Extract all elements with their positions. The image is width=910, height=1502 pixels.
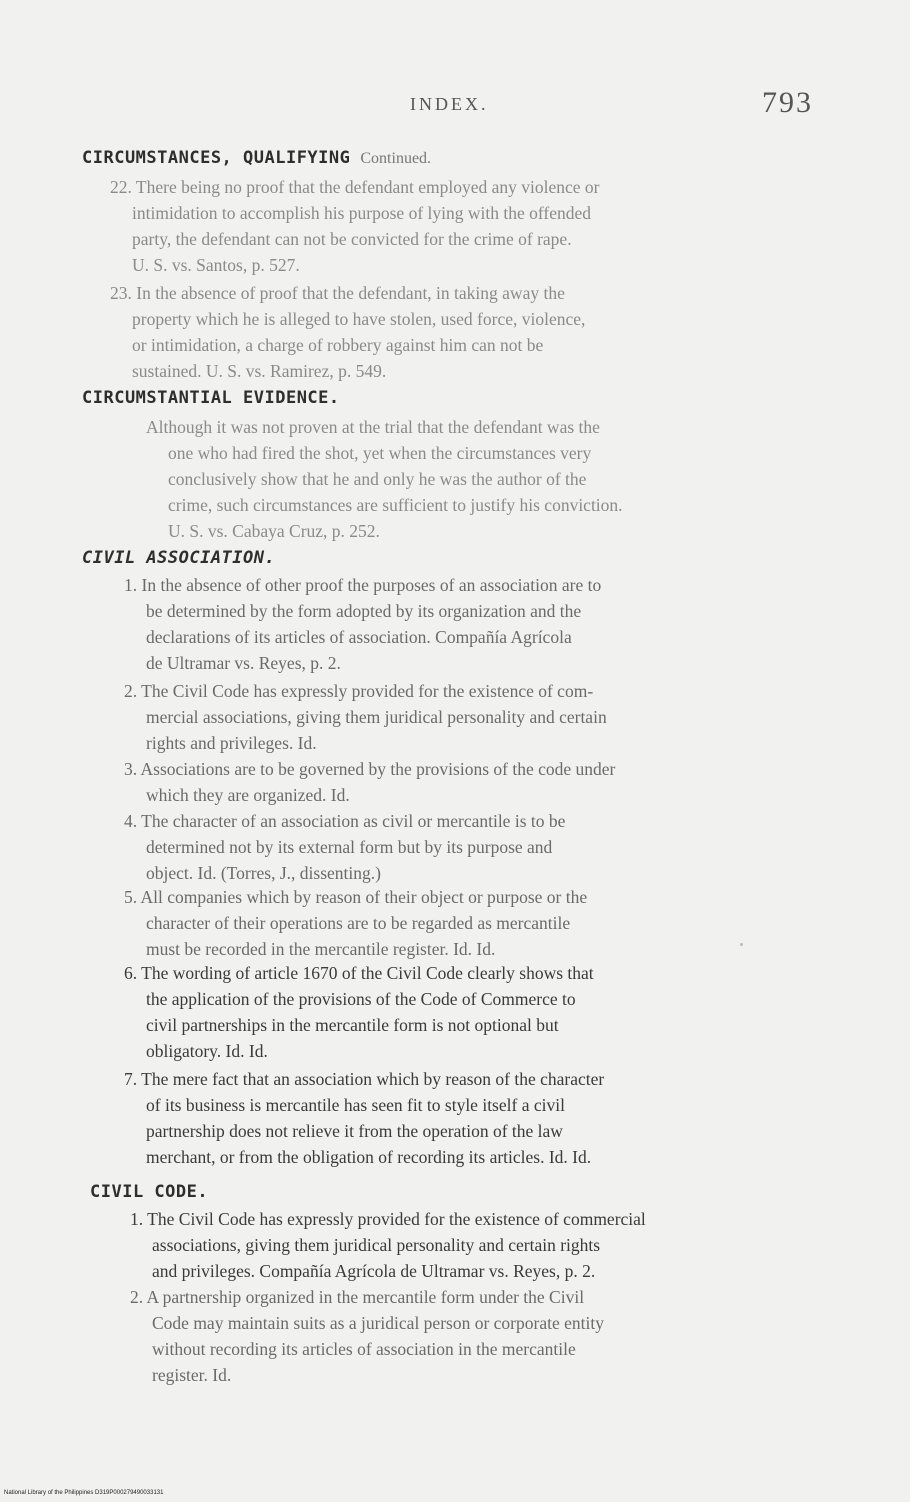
index-entry: 23. In the absence of proof that the defendant, in taking away the property which he is alleged to have stolen, used force, violence, or intimidation, a charge of robbery against him can not be sustained. U. S. vs. Ramirez, p. 549.: [110, 283, 586, 381]
scan-speck: [740, 943, 743, 946]
page-number: 793: [762, 86, 813, 119]
index-entry: 5. All companies which by reason of their object or purpose or the character of their operations are to be regarded as mercantile must be recorded in the mercantile register. Id. Id.: [124, 887, 588, 959]
index-entry: 2. A partnership organized in the mercantile form under the Civil Code may maintain suits as a juridical person or corporate entity without recording its articles of association in the mercantile register. Id.: [130, 1287, 604, 1385]
scan-footer: National Library of the Philippines D319P000279490033131: [4, 1490, 164, 1496]
heading-civil-code: CIVIL CODE.: [90, 1182, 209, 1202]
index-entry: 1. In the absence of other proof the purposes of an association are to be determined by the form adopted by its organization and the declarations of its articles of association. Compañía Agrícola de Ultramar vs. Reyes, p. 2.: [124, 575, 602, 673]
index-entry: 1. The Civil Code has expressly provided for the existence of commercial associations, giving them juridical personality and certain rights and privileges. Compañía Agrícola de Ultramar vs. Reyes, p. 2.: [130, 1209, 646, 1281]
index-entry: 22. There being no proof that the defendant employed any violence or intimidation to accomplish his purpose of lying with the offended party, the defendant can not be convicted for the crime of rape. U. S. vs. Santos, p. 527.: [110, 177, 600, 275]
index-entry: 3. Associations are to be governed by the provisions of the code under which they are organized. Id.: [124, 759, 616, 805]
running-head: INDEX.: [410, 94, 489, 114]
heading-civil-association: CIVIL ASSOCIATION.: [82, 548, 276, 568]
index-entry: Although it was not proven at the trial that the defendant was the one who had fired the shot, yet when the circumstances very conclusively show that he and only he was the author of the crime, such circumstances are sufficient to justify his conviction. U. S. vs. Cabaya Cruz, p. 252.: [146, 417, 623, 541]
index-entry: 4. The character of an association as civil or mercantile is to be determined not by its external form but by its purpose and object. Id. (Torres, J., dissenting.): [124, 811, 566, 883]
heading-circumstantial-evidence: CIRCUMSTANTIAL EVIDENCE.: [82, 388, 340, 408]
heading-circumstances-qualifying: CIRCUMSTANCES, QUALIFYING Continued.: [82, 148, 432, 168]
index-entry: 6. The wording of article 1670 of the Civil Code clearly shows that the application of the provisions of the Code of Commerce to civil partnerships in the mercantile form is not optional but obligatory. Id. Id.: [124, 963, 594, 1061]
index-entry: 2. The Civil Code has expressly provided for the existence of com- mercial associations, giving them juridical personality and certain rights and privileges. Id.: [124, 681, 607, 753]
index-entry: 7. The mere fact that an association which by reason of the character of its business is mercantile has seen fit to style itself a civil partnership does not relieve it from the operation of the law merchant, or from the obligation of recording its articles. Id. Id.: [124, 1069, 605, 1167]
continued-label: Continued.: [360, 150, 432, 167]
